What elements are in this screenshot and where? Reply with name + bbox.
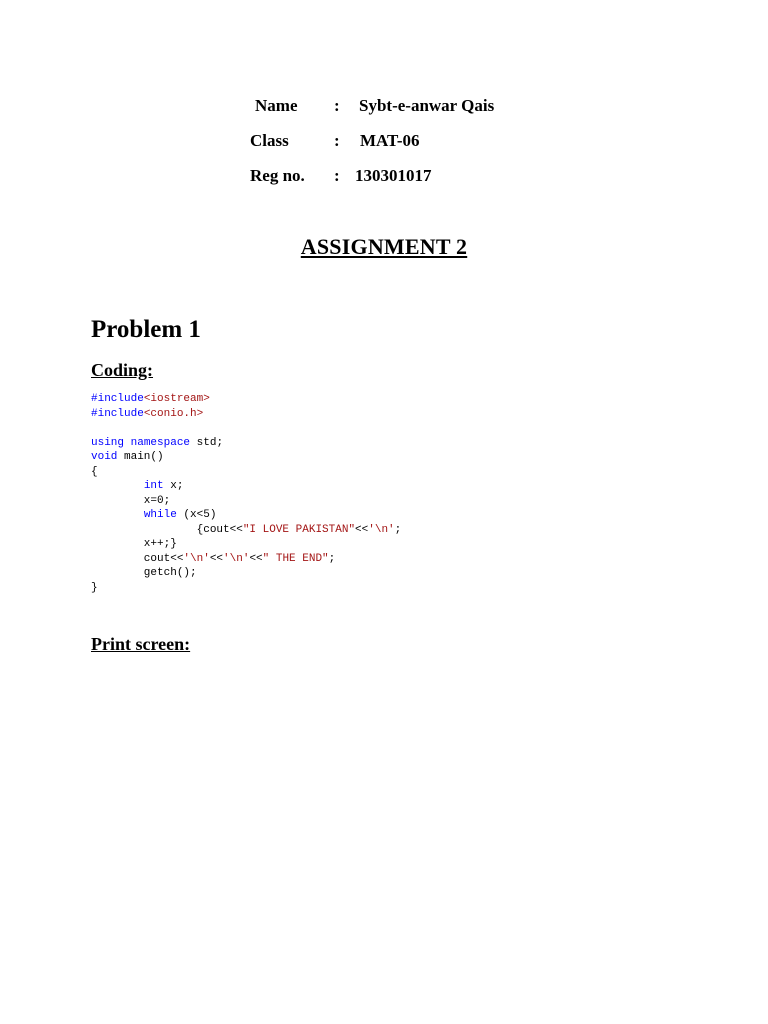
code-line: using namespace std; <box>91 436 224 449</box>
code-line: { <box>91 465 98 478</box>
problem-heading: Problem 1 <box>91 316 201 343</box>
assignment-title: ASSIGNMENT 2 <box>300 234 468 259</box>
print-screen-heading: Print screen: <box>91 634 191 654</box>
coding-heading: Coding: <box>91 360 154 380</box>
name-value: Sybt-e-anwar Qais <box>359 96 495 115</box>
code-line <box>91 421 401 436</box>
code-line: #include<iostream> <box>91 393 210 405</box>
class-value: MAT-06 <box>360 131 420 150</box>
reg-no-value: 130301017 <box>355 166 432 185</box>
class-label: Class <box>250 131 289 150</box>
code-line: int x; <box>143 480 184 492</box>
class-separator: : <box>334 131 340 150</box>
code-line: cout<<'\n'<<'\n'<<" THE END"; <box>91 552 336 565</box>
code-line: getch(); <box>91 567 197 579</box>
code-line: void main() <box>91 451 164 463</box>
code-block <box>91 392 401 595</box>
reg-no-label: Reg no. <box>250 166 305 185</box>
name-label: Name <box>255 96 298 115</box>
code-line: {cout<<"I LOVE PAKISTAN"<<'\n'; <box>91 523 402 536</box>
code-line: x=0; <box>91 494 171 507</box>
code-line: } <box>91 581 98 594</box>
code-line: x++;} <box>91 538 177 550</box>
code-line: #include<conio.h> <box>91 407 204 420</box>
reg-no-separator: : <box>334 166 340 185</box>
name-separator: : <box>334 96 340 115</box>
code-line: while (x<5) <box>143 509 217 521</box>
